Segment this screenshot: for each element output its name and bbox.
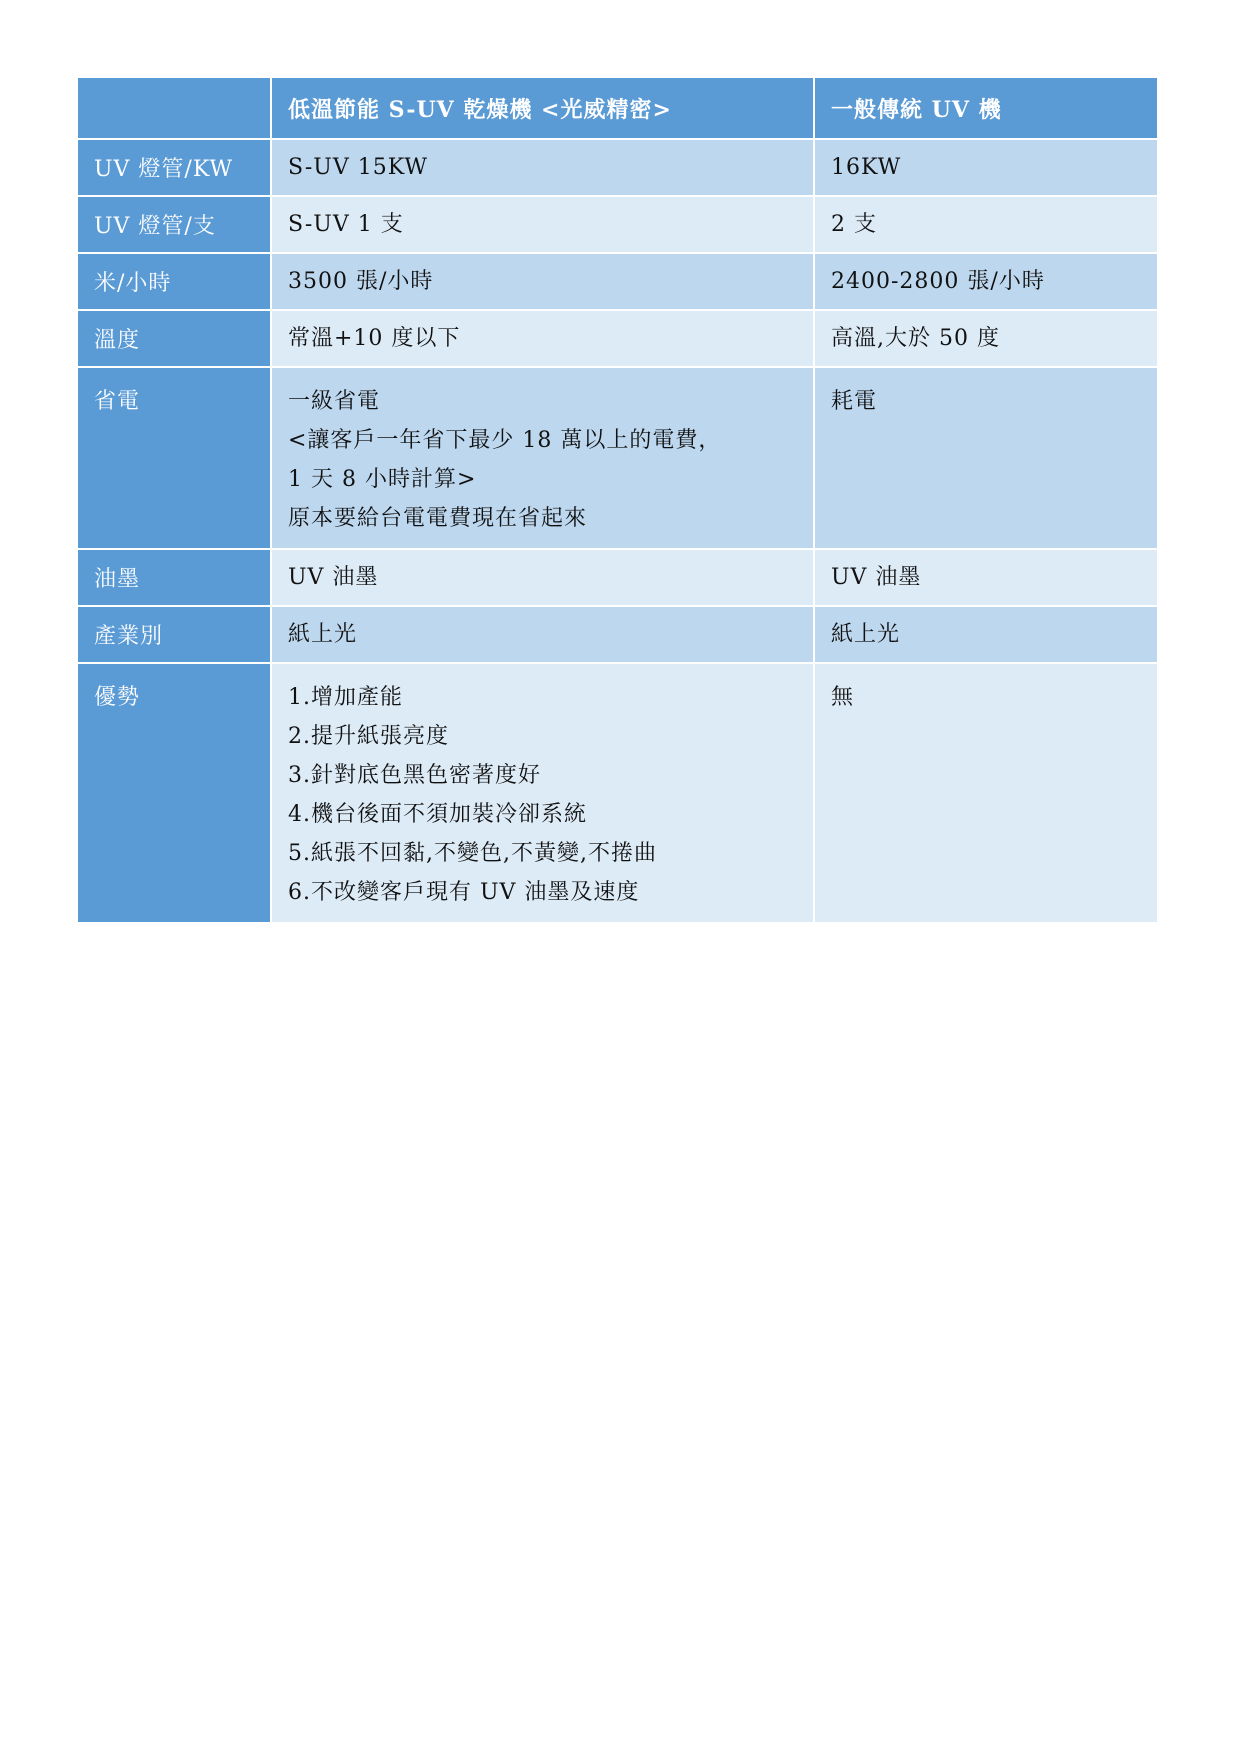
cell-line: 原本要給台電電費現在省起來 (288, 506, 588, 531)
cell-s-uv (271, 139, 814, 196)
table-row (77, 196, 1158, 253)
cell-line: 紙上光 (831, 622, 901, 647)
row-label (77, 367, 271, 549)
cell-traditional (814, 606, 1158, 663)
cell-line: S-UV 1 支 (288, 212, 404, 237)
row-label: 產業別 (77, 606, 271, 663)
cell-line: 4.機台後面不須加裝冷卻系統 (288, 802, 587, 827)
row-label: UV 燈管/KW (77, 139, 271, 196)
header-corner-cell (77, 77, 271, 139)
table-row (77, 663, 1158, 923)
cell-line: 高溫,大於 50 度 (831, 326, 1000, 351)
table-row (77, 549, 1158, 606)
cell-line: 2400-2800 張/小時 (831, 269, 1045, 294)
cell-line: UV 油墨 (831, 565, 922, 590)
table-row (77, 367, 1158, 549)
cell-traditional (814, 367, 1158, 549)
row-label-text: 省電 (94, 389, 141, 414)
table-header-row (77, 77, 1158, 139)
cell-line: 一級省電 (288, 389, 381, 414)
row-label: UV 燈管/支 (77, 196, 271, 253)
row-label-text: 優勢 (94, 685, 141, 710)
row-label: 米/小時 (77, 253, 271, 310)
table-row (77, 310, 1158, 367)
cell-line: S-UV 15KW (288, 155, 428, 180)
cell-s-uv (271, 196, 814, 253)
cell-line: 3500 張/小時 (288, 269, 434, 294)
cell-line: 紙上光 (288, 622, 358, 647)
cell-line: 常溫+10 度以下 (288, 326, 461, 351)
cell-line: 耗電 (831, 389, 878, 414)
cell-traditional (814, 549, 1158, 606)
table-row (77, 139, 1158, 196)
cell-traditional (814, 663, 1158, 923)
cell-line: 1.增加產能 (288, 685, 403, 710)
cell-line: 6.不改變客戶現有 UV 油墨及速度 (288, 880, 640, 905)
cell-line: UV 油墨 (288, 565, 379, 590)
row-label: 溫度 (77, 310, 271, 367)
cell-traditional (814, 310, 1158, 367)
table-row (77, 253, 1158, 310)
cell-line: 16KW (831, 155, 902, 180)
comparison-table (76, 76, 1159, 924)
table-row (77, 606, 1158, 663)
cell-line: 3.針對底色黑色密著度好 (288, 763, 541, 788)
cell-line: 2 支 (831, 212, 877, 237)
cell-s-uv (271, 367, 814, 549)
cell-traditional (814, 253, 1158, 310)
header-col-s-uv: 低溫節能 S-UV 乾燥機 <光威精密> (271, 77, 814, 139)
cell-s-uv (271, 606, 814, 663)
cell-traditional (814, 139, 1158, 196)
cell-line: 1 天 8 小時計算> (288, 467, 477, 492)
cell-line: 2.提升紙張亮度 (288, 724, 449, 749)
cell-line: 5.紙張不回黏,不變色,不黃變,不捲曲 (288, 841, 657, 866)
cell-s-uv (271, 310, 814, 367)
cell-s-uv (271, 253, 814, 310)
row-label (77, 663, 271, 923)
cell-traditional (814, 196, 1158, 253)
cell-line: 無 (831, 685, 855, 710)
header-col-traditional-uv: 一般傳統 UV 機 (814, 77, 1158, 139)
cell-s-uv (271, 549, 814, 606)
cell-line: <讓客戶一年省下最少 18 萬以上的電費， (288, 428, 722, 453)
cell-s-uv (271, 663, 814, 923)
row-label: 油墨 (77, 549, 271, 606)
